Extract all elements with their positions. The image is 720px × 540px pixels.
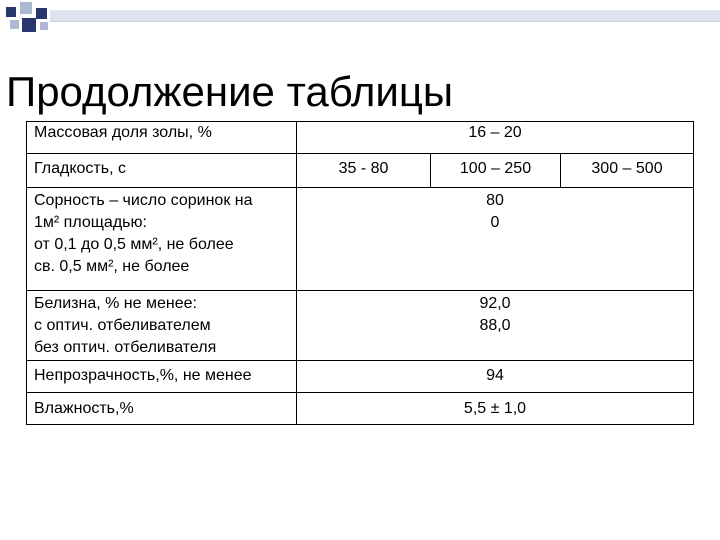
param-label: Влажность,%: [34, 400, 134, 417]
param-cell: [27, 122, 297, 154]
param-label-line: 1м² площадью:: [34, 214, 147, 231]
table-row-opacity: [27, 361, 694, 393]
value-text: 5,5 ± 1,0: [463, 400, 527, 417]
param-label-line: с оптич. отбеливателем: [34, 317, 211, 334]
param-label-line: от 0,1 до 0,5 мм², не более: [34, 236, 234, 253]
param-label-line: без оптич. отбеливателя: [34, 339, 217, 356]
table-row-smoothness: [27, 154, 694, 188]
value-text: 100 – 250: [459, 160, 532, 177]
page-title: Продолжение таблицы: [6, 68, 454, 115]
value-text: 80: [486, 192, 504, 209]
deco-square-dark-2: [36, 8, 47, 19]
value-text: 35 - 80: [338, 160, 389, 177]
value-cell: [561, 154, 694, 188]
decorative-bar-line: [50, 21, 720, 22]
deco-square-light-2: [10, 20, 19, 29]
param-label-line: св. 0,5 мм², не более: [34, 258, 190, 275]
value-cell: [297, 122, 694, 154]
param-cell: [27, 361, 297, 393]
value-cell: [297, 393, 694, 425]
param-label: Массовая доля золы, %: [34, 124, 212, 141]
param-cell: [27, 154, 297, 188]
deco-square-dark-1: [6, 7, 16, 17]
value-cell: [297, 291, 694, 361]
value-cell: [297, 154, 431, 188]
param-label: Непрозрачность,%, не менее: [34, 367, 252, 384]
spec-table: [26, 121, 694, 425]
param-label-line: Белизна, % не менее:: [34, 295, 197, 312]
param-label: Гладкость, с: [34, 160, 126, 177]
value-text: 0: [490, 214, 500, 231]
value-text: 88,0: [479, 317, 511, 334]
value-cell: [297, 361, 694, 393]
value-cell: [297, 188, 694, 291]
table-row-ash: [27, 122, 694, 154]
param-cell: [27, 291, 297, 361]
deco-square-dark-3: [22, 18, 36, 32]
value-text: 300 – 500: [591, 160, 663, 177]
deco-square-light-3: [40, 22, 48, 30]
value-text: 94: [486, 367, 504, 384]
param-cell: [27, 188, 297, 291]
value-cell: [431, 154, 561, 188]
table-row-dirt: [27, 188, 694, 291]
value-text: 92,0: [479, 295, 511, 312]
table-row-whiteness: [27, 291, 694, 361]
deco-square-light-1: [20, 2, 32, 14]
decorative-header: [0, 0, 720, 40]
param-label-line: Сорность – число соринок на: [34, 192, 253, 209]
table-row-moisture: [27, 393, 694, 425]
value-text: 16 – 20: [468, 124, 522, 141]
param-cell: [27, 393, 297, 425]
